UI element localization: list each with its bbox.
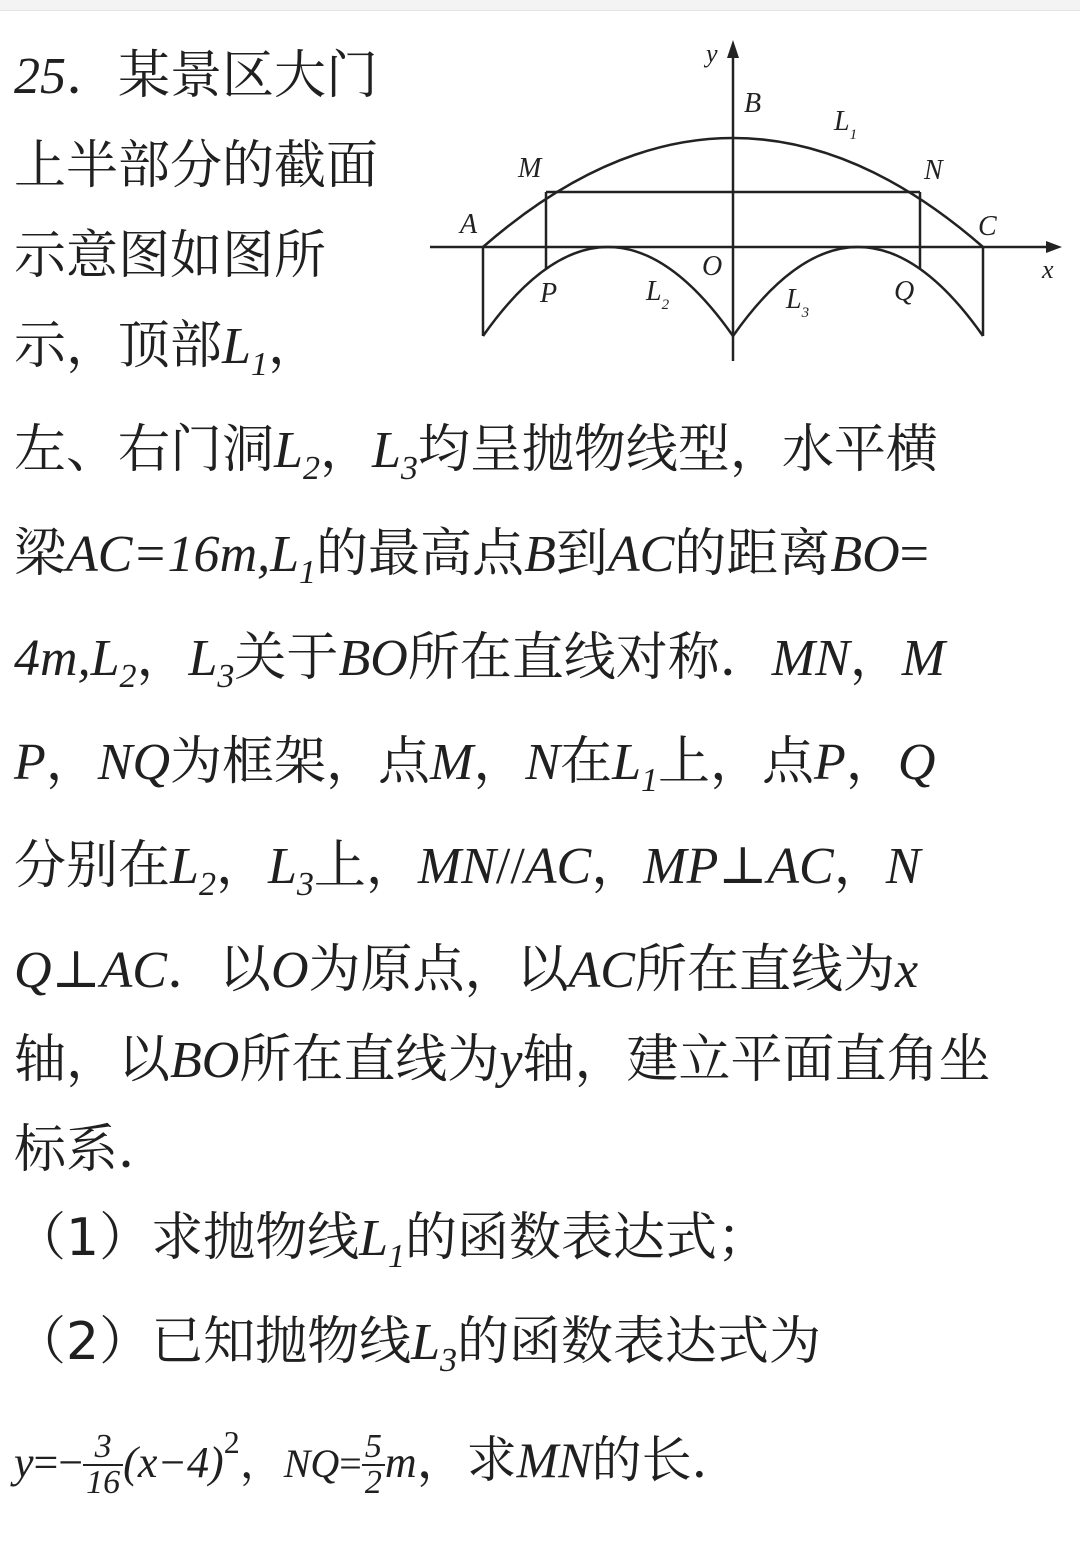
text-line-10: Q⊥AC．以O为原点，以AC所在直线为x [14,940,919,1000]
fraction-5-2: $\frac{5}{2}$ [362,1430,385,1500]
label-l1: $L_1$ [834,106,858,143]
text-line-12: 标系． [14,1120,171,1180]
text-line-1: 25．某景区大门 [14,46,379,106]
label-a: A [460,209,478,240]
text-line-7: $4m,L_2$，$L_3$关于BO所在直线对称．MN，M [14,628,946,695]
problem-number: 25 [14,48,66,105]
parabola-gate-figure [422,36,1072,371]
status-strip [0,0,1080,11]
text-line-4: 示，顶部$L_1$， [14,316,320,383]
text-line-2: 上半部分的截面 [14,136,379,196]
label-m: M [518,153,542,184]
label-b: B [744,88,762,119]
label-l2: $L_2$ [646,276,670,313]
label-x: x [1042,255,1054,284]
parabola-l3 [733,247,983,336]
formula-line: y=− $\frac{3}{16}$ $(x-4)^2$，NQ= $\frac{5}{2}$ m，求MN的长． [14,1424,742,1501]
label-l3: $L_3$ [786,284,810,321]
text-line-3: 示意图如图所 [14,226,327,286]
fraction-3-16: $\frac{3}{16}$ [83,1430,123,1500]
text-line-9: 分别在$L_2$，$L_3$上，MN//AC，MP⊥AC，N [14,836,921,903]
text-line-6: 梁$AC=16m,L_1$的最高点B到AC的距离BO= [14,524,929,591]
question-2: （2）已知抛物线$L_3$的函数表达式为 [14,1312,822,1379]
label-p: P [540,278,558,309]
label-y: y [706,39,718,68]
label-q: Q [894,276,915,307]
label-c: C [978,211,997,242]
question-1: （1）求抛物线$L_1$的函数表达式； [14,1208,770,1275]
label-n: N [924,155,943,186]
text-line-5: 左、右门洞$L_2$，$L_3$均呈抛物线型，水平横 [14,420,938,487]
text-line-11: 轴，以BO所在直线为y轴，建立平面直角坐 [14,1030,991,1090]
x-axis-arrow [1046,241,1062,253]
text-line-8: P，NQ为框架，点M，N在$L_1$上，点P，Q [14,732,936,799]
parabola-l2 [483,247,733,336]
y-axis-arrow [727,40,739,58]
label-o: O [702,251,723,282]
